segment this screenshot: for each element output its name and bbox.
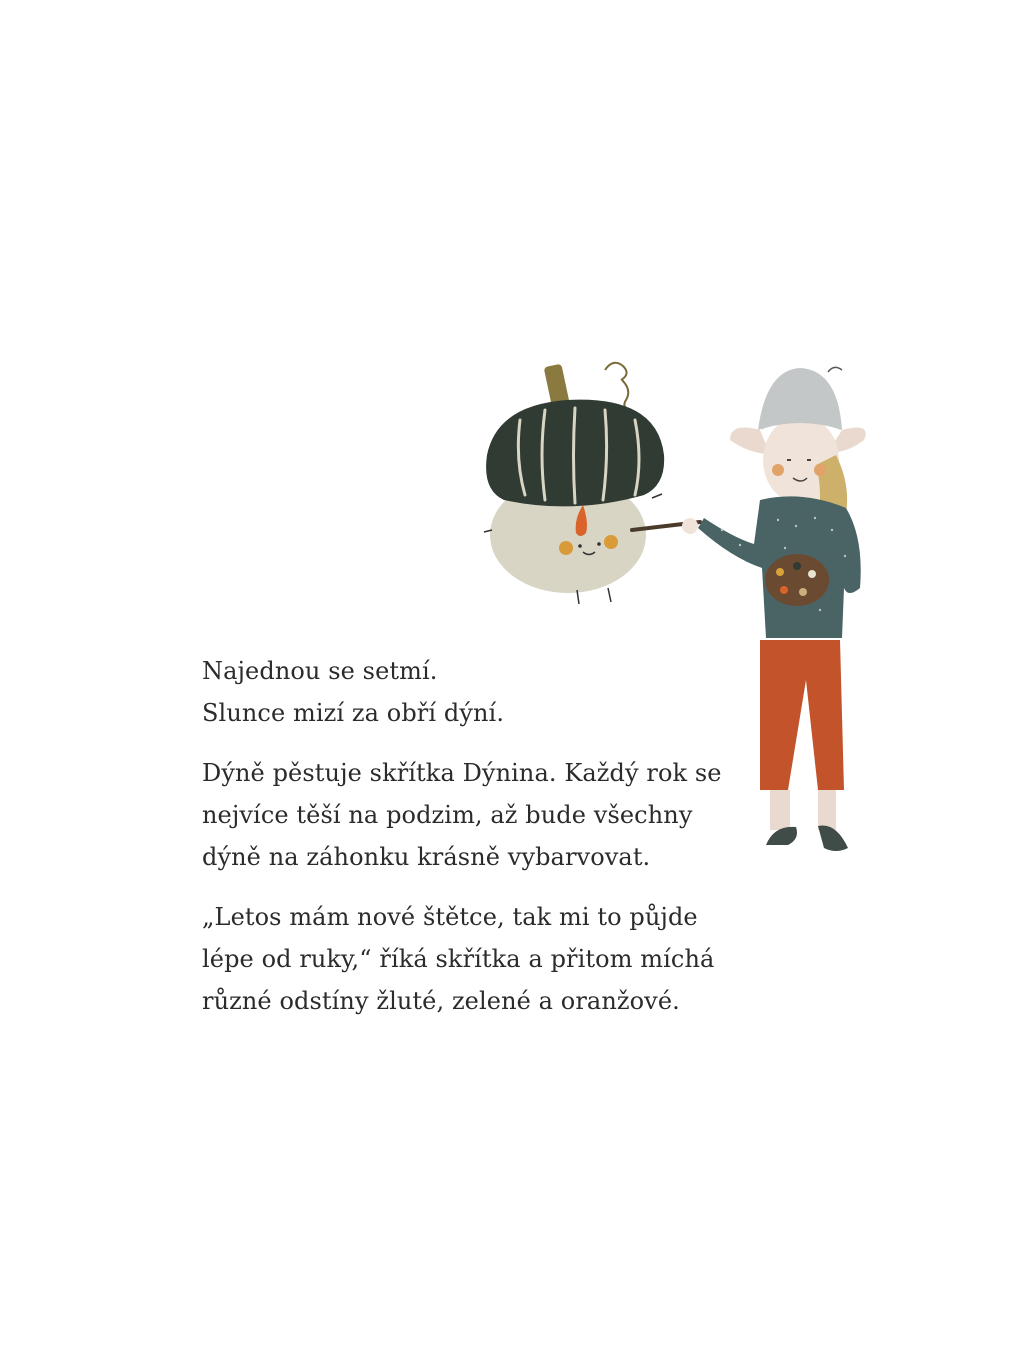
paint-palette: [765, 554, 829, 606]
pumpkin-character: [484, 363, 664, 604]
story-text: [202, 650, 742, 1040]
story-line: Dýně pěstuje skřítka Dýnina. Každý rok se: [202, 759, 722, 787]
story-line: Najednou se setmí.: [202, 657, 438, 685]
story-line: dýně na záhonku krásně vybarvovat.: [202, 843, 651, 871]
story-line: různé odstíny žluté, zelené a oranžové.: [202, 987, 680, 1015]
story-line: nejvíce těší na podzim, až bude všechny: [202, 801, 693, 829]
story-line: lépe od ruky,“ říká skřítka a přitom míchá: [202, 945, 715, 973]
story-paragraph-2: [202, 752, 742, 878]
story-paragraph-1: [202, 650, 742, 734]
story-line: Slunce mizí za obří dýní.: [202, 699, 505, 727]
story-line: „Letos mám nové štětce, tak mi to půjde: [202, 903, 698, 931]
story-paragraph-3: [202, 896, 742, 1022]
